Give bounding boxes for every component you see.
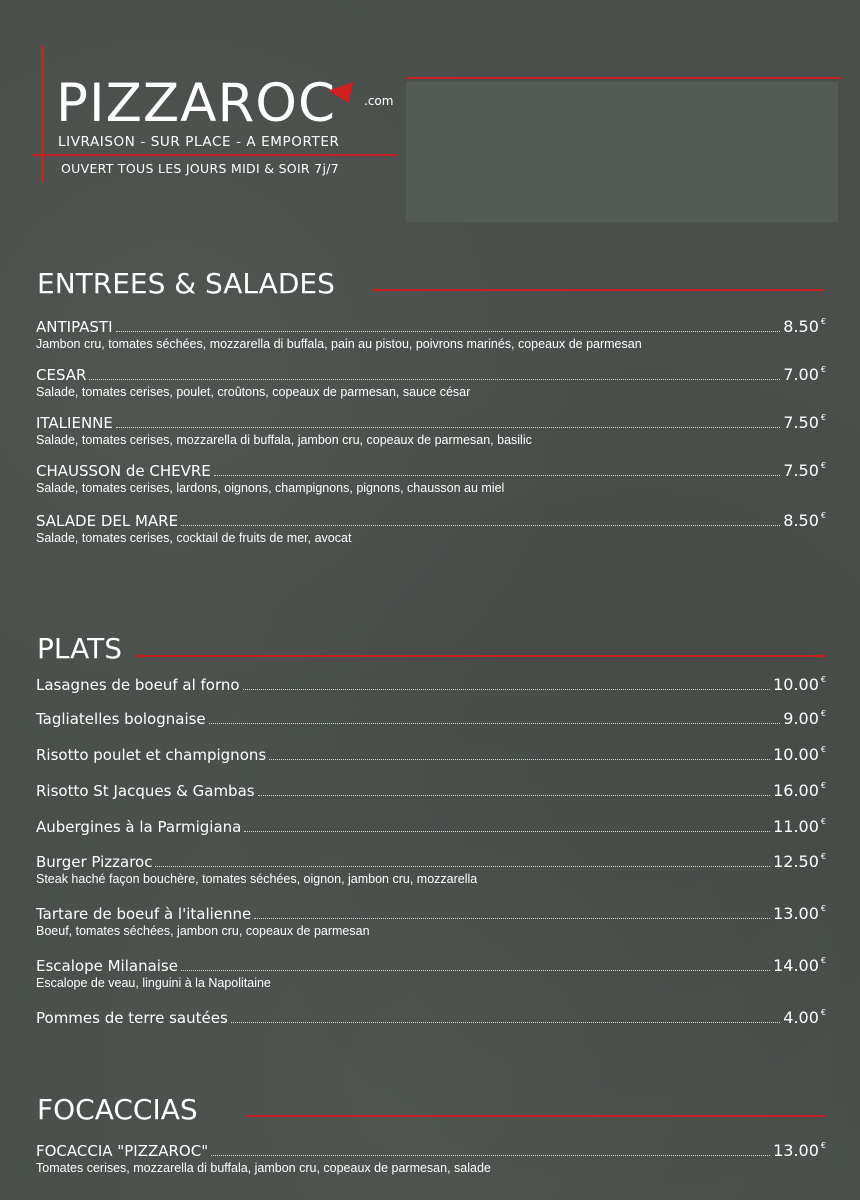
item-price: 10.00 €	[773, 745, 826, 764]
item-name: Tartare de boeuf à l'italienne	[36, 905, 252, 923]
dot-leader	[231, 1021, 781, 1023]
dot-leader	[209, 722, 781, 724]
item-description: Salade, tomates cerises, cocktail de fruits de mer, avocat	[36, 531, 352, 545]
section-rule	[135, 655, 825, 657]
menu-item	[36, 1008, 826, 1028]
dot-leader	[155, 865, 770, 867]
item-name: Pommes de terre sautées	[36, 1009, 228, 1027]
menu-item	[36, 317, 826, 352]
dot-leader	[181, 524, 780, 526]
menu-item	[36, 675, 826, 695]
menu-item	[36, 709, 826, 729]
item-name: Risotto poulet et champignons	[36, 746, 267, 764]
item-name: Aubergines à la Parmigiana	[36, 818, 242, 836]
item-name: SALADE DEL MARE	[36, 512, 179, 530]
dot-leader	[181, 969, 770, 971]
item-price: 13.00 €	[773, 904, 826, 923]
item-price: 7.50 €	[783, 461, 826, 480]
item-price: 14.00 €	[773, 956, 826, 975]
section-rule	[371, 289, 824, 291]
section-title-plats: PLATS	[37, 632, 122, 665]
item-name: Lasagnes de boeuf al forno	[36, 676, 240, 694]
dot-leader	[89, 378, 780, 380]
opening-hours: OUVERT TOUS LES JOURS MIDI & SOIR 7j/7	[61, 161, 339, 176]
item-name: Risotto St Jacques & Gambas	[36, 782, 255, 800]
item-price: 13.00 €	[773, 1141, 826, 1160]
dot-leader	[244, 830, 770, 832]
section-title-focaccias: FOCACCIAS	[37, 1093, 198, 1126]
dot-leader	[269, 758, 770, 760]
menu-item	[36, 461, 826, 496]
menu-item	[36, 956, 826, 991]
brand-domain: .com	[364, 94, 394, 108]
dot-leader	[211, 1154, 770, 1156]
menu-item	[36, 413, 826, 448]
item-price: 11.00 €	[773, 817, 826, 836]
item-name: Escalope Milanaise	[36, 957, 178, 975]
dot-leader	[258, 794, 771, 796]
item-name: ITALIENNE	[36, 414, 113, 432]
item-description: Salade, tomates cerises, mozzarella di buffala, jambon cru, copeaux de parmesan, basilic	[36, 433, 532, 447]
item-price: 8.50 €	[783, 511, 826, 530]
section-title-entrees: ENTREES & SALADES	[37, 267, 335, 300]
item-description: Jambon cru, tomates séchées, mozzarella di buffala, pain au pistou, poivrons marinés, copeaux de parmesan	[36, 337, 642, 351]
item-description: Salade, tomates cerises, poulet, croûtons, copeaux de parmesan, sauce césar	[36, 385, 471, 399]
dot-leader	[116, 330, 781, 332]
dot-leader	[254, 917, 770, 919]
item-price: 4.00 €	[783, 1008, 826, 1027]
item-price: 10.00 €	[773, 675, 826, 694]
dot-leader	[214, 474, 781, 476]
dot-leader	[243, 688, 771, 690]
logo-accent-bar	[41, 46, 44, 182]
menu-item	[36, 781, 826, 801]
item-name: Tagliatelles bolognaise	[36, 710, 206, 728]
menu-item	[36, 1141, 826, 1176]
menu-item	[36, 852, 826, 887]
item-price: 16.00 €	[773, 781, 826, 800]
item-price: 12.50 €	[773, 852, 826, 871]
item-name: ANTIPASTI	[36, 318, 113, 336]
item-description: Tomates cerises, mozzarella di buffala, jambon cru, copeaux de parmesan, salade	[36, 1161, 491, 1175]
item-description: Salade, tomates cerises, lardons, oignons, champignons, pignons, chausson au miel	[36, 481, 505, 495]
item-description: Escalope de veau, linguini à la Napolitaine	[36, 976, 271, 990]
menu-item	[36, 745, 826, 765]
item-name: CHAUSSON de CHEVRE	[36, 462, 211, 480]
item-description: Boeuf, tomates séchées, jambon cru, copeaux de parmesan	[36, 924, 370, 938]
item-name: FOCACCIA "PIZZAROC"	[36, 1142, 209, 1160]
item-name: Burger Pizzaroc	[36, 853, 153, 871]
header-blank-panel	[406, 82, 838, 222]
tagline: LIVRAISON - SUR PLACE - A EMPORTER	[58, 134, 340, 150]
item-price: 8.50 €	[783, 317, 826, 336]
item-description: Steak haché façon bouchère, tomates séchées, oignon, jambon cru, mozzarella	[36, 872, 478, 886]
brand-logo: PIZZAROC	[56, 73, 337, 134]
menu-item	[36, 904, 826, 939]
header-rule	[405, 77, 842, 79]
dot-leader	[116, 426, 780, 428]
menu-item	[36, 365, 826, 400]
item-price: 9.00 €	[783, 709, 826, 728]
item-price: 7.00 €	[783, 365, 826, 384]
section-rule	[246, 1115, 826, 1117]
item-name: CESAR	[36, 366, 87, 384]
menu-item	[36, 817, 826, 837]
tagline-rule	[32, 154, 398, 156]
item-price: 7.50 €	[783, 413, 826, 432]
menu-item	[36, 511, 826, 546]
